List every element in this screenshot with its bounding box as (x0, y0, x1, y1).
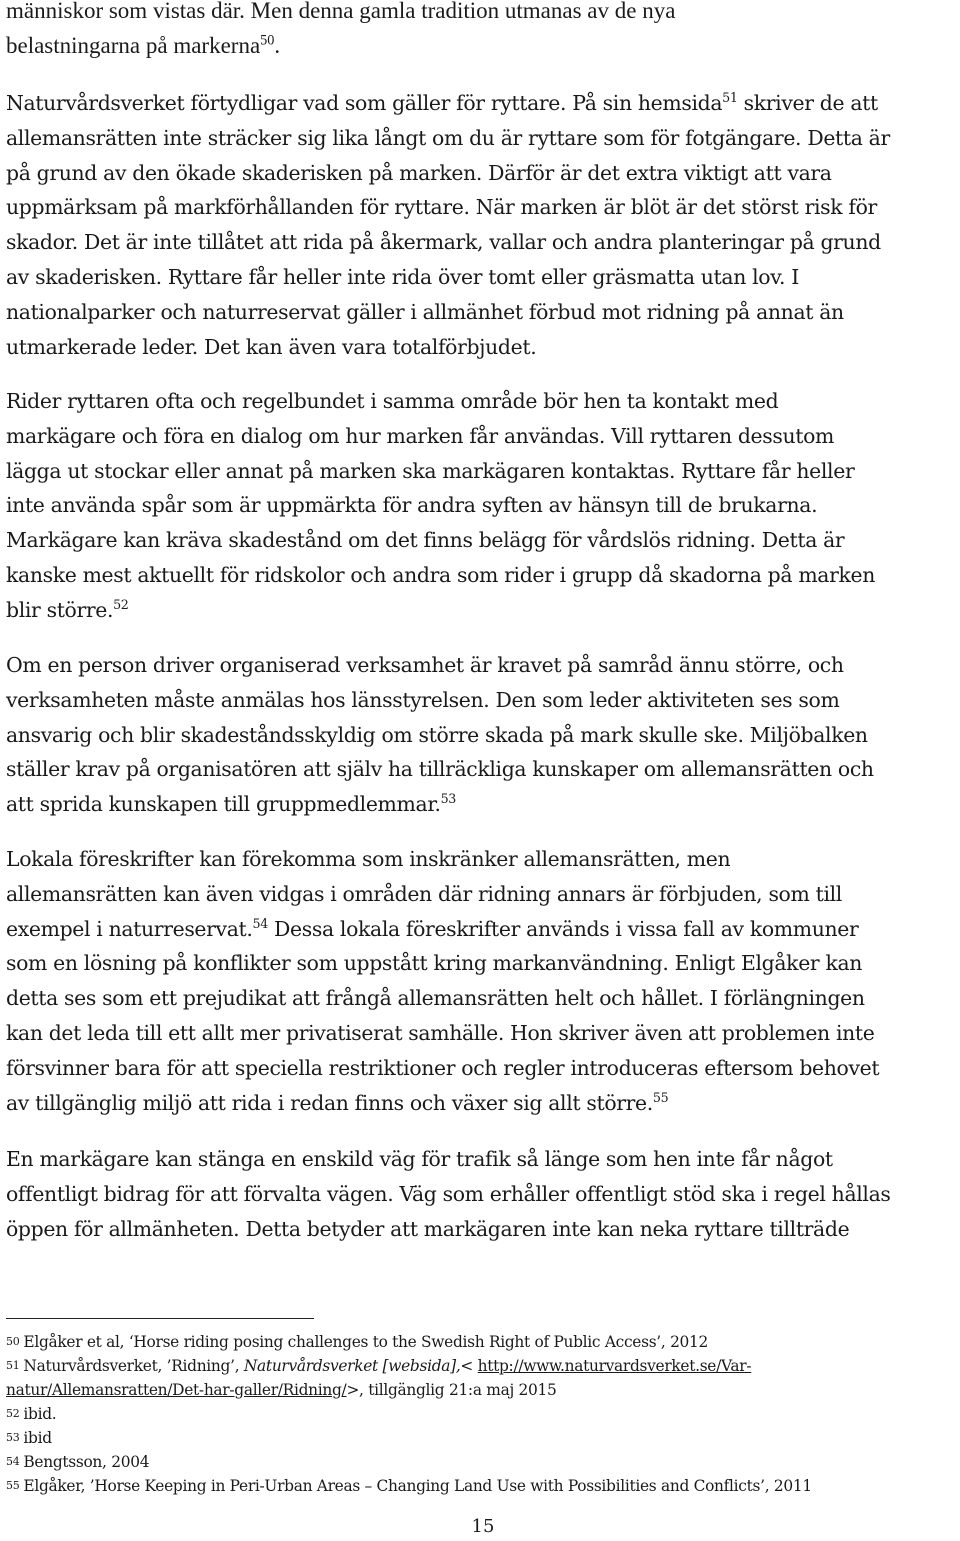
footnote-text: Naturvårdsverket, ’Ridning’, (23, 1357, 244, 1375)
footnote-text: ibid (23, 1429, 52, 1447)
footnote-51 (6, 1354, 956, 1402)
footnote-number: 50 (6, 1335, 20, 1348)
footnote-source-italic: Naturvårdsverket [websida], (243, 1357, 461, 1375)
footnote-text: Bengtsson, 2004 (23, 1453, 150, 1471)
paragraph-text: Om en person driver organiserad verksamhet är kravet på samråd ännu större, och verksamheten måste anmälas hos länsstyrelsen. Den som leder aktiviteten ses som ansvarig och blir skadeståndsskyldig om större skada på mark skulle ske. Miljöbalken ställer krav på organisatören att själv ha tillräckliga kunskaper om allemansrätten och att sprida kunskapen till gruppmedlemmar. (6, 653, 874, 817)
paragraph-private-road (6, 1142, 956, 1246)
paragraph-text: . (274, 32, 281, 58)
footnote-text: < (460, 1357, 478, 1375)
footnote-53 (6, 1426, 956, 1450)
footnote-text: >, tillgänglig 21:a maj 2015 (346, 1381, 557, 1399)
footnote-ref: 50 (260, 32, 275, 49)
paragraph-naturvardsverket (6, 86, 956, 364)
footnotes (6, 1330, 956, 1498)
paragraph-text: människor som vistas där. Men denna gamla tradition utmanas av de nya (6, 0, 676, 23)
footnote-number: 53 (6, 1431, 20, 1444)
paragraph-text: En markägare kan stänga en enskild väg för trafik så länge som hen inte får något offentligt bidrag för att förvalta vägen. Väg som erhåller offentligt stöd ska i regel hållas öppen för allmänheten. Detta betyder att markägaren inte kan neka ryttare tillträde (6, 1147, 891, 1241)
footnote-50 (6, 1330, 956, 1354)
footnote-text: Elgåker et al, ‘Horse riding posing challenges to the Swedish Right of Public Access’, 2012 (23, 1333, 709, 1351)
footnote-number: 55 (6, 1479, 20, 1492)
footnote-ref: 55 (652, 1089, 669, 1105)
paragraph-text: Lokala föreskrifter kan förekomma som inskränker allemansrätten, men allemansrätten kan även vidgas i områden där ridning annars är förbjuden, som till exempel i naturreservat. (6, 847, 842, 941)
footnote-ref: 53 (440, 791, 456, 807)
footnote-number: 52 (6, 1407, 20, 1420)
paragraph-continuation (6, 0, 956, 64)
footnote-ref: 52 (113, 596, 129, 612)
footnote-text: Elgåker, ’Horse Keeping in Peri-Urban Areas – Changing Land Use with Possibilities and Conflicts’, 2011 (23, 1477, 812, 1495)
footnote-number: 51 (6, 1359, 20, 1372)
paragraph-text: belastningarna på markerna (6, 32, 261, 58)
paragraph-local-regulations (6, 842, 956, 1120)
footnote-ref: 54 (252, 915, 268, 931)
page-number: 15 (471, 1516, 495, 1537)
footnote-text: ibid. (23, 1405, 57, 1423)
paragraph-regular-riding (6, 384, 956, 628)
footnote-number: 54 (6, 1455, 20, 1468)
paragraph-text: Rider ryttaren ofta och regelbundet i samma område bör hen ta kontakt med markägare och föra en dialog om hur marken får användas. Vill ryttaren dessutom lägga ut stockar eller annat på marken ska markägaren kontaktas. Ryttare får heller inte använda spår som är uppmärkta för andra syften av hänsyn till de brukarna. Markägare kan kräva skadestånd om det finns belägg för vårdslös ridning. Detta är kanske mest aktuellt för ridskolor och andra som rider i grupp då skadorna på marken blir större. (6, 389, 876, 622)
footnote-55 (6, 1474, 956, 1498)
footnote-52 (6, 1402, 956, 1426)
paragraph-organised-activity (6, 648, 956, 822)
paragraph-text: Naturvårdsverket förtydligar vad som gäller för ryttare. På sin hemsida (6, 91, 723, 115)
footnote-ref: 51 (722, 90, 738, 106)
footnote-divider (6, 1318, 314, 1319)
paragraph-text: skriver de att allemansrätten inte sträcker sig lika långt om du är ryttare som för fotgängare. Detta är på grund av den ökade skaderisken på marken. Därför är det extra viktigt att vara uppmärksam på markförhållanden för ryttare. När marken är blöt är det störst risk för skador. Det är inte tillåtet att rida på åkermark, vallar och andra planteringar på grund av skaderisken. Ryttare får heller inte rida över tomt eller gräsmatta utan lov. I nationalparker och naturreservat gäller i allmänhet förbud mot ridning på annat än utmarkerade leder. Det kan även vara totalförbjudet. (6, 91, 890, 359)
paragraph-text: Dessa lokala föreskrifter används i vissa fall av kommuner som en lösning på konflikter som uppstått kring markanvändning. Enligt Elgåker kan detta ses som ett prejudikat att frångå allemansrätten helt och hållet. I förlängningen kan det leda till ett allt mer privatiserat samhälle. Hon skriver även att problemen inte försvinner bara för att speciella restriktioner och regler introduceras eftersom behovet av tillgänglig miljö att rida i redan finns och växer sig allt större. (6, 916, 880, 1115)
footnote-54 (6, 1450, 956, 1474)
footnote-link[interactable]: http://www.naturvardsverket.se/Var- (477, 1357, 752, 1375)
footnote-link-continued[interactable]: natur/Allemansratten/Det-har-galler/Ridning/ (6, 1381, 347, 1399)
